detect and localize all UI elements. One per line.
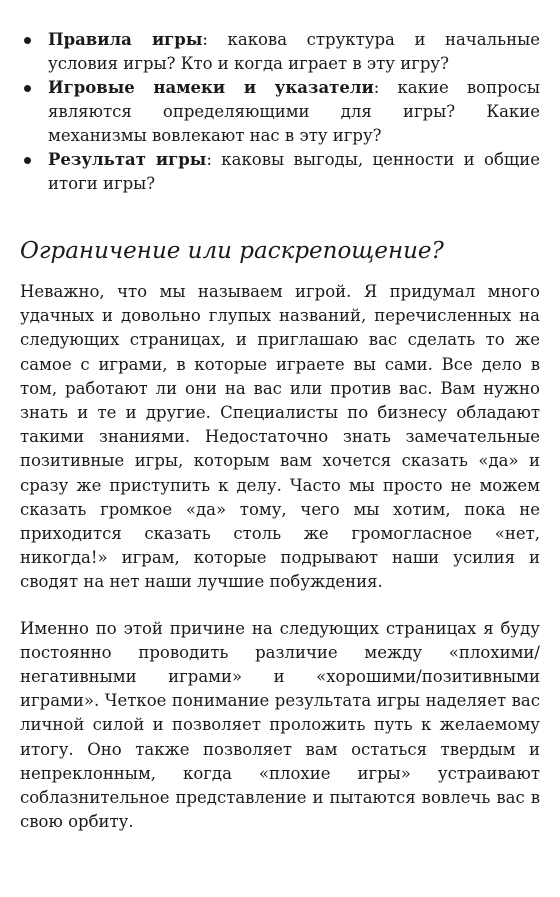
bullet-dot-icon	[24, 85, 31, 92]
body-paragraph: Именно по этой причине на следующих страницах я буду постоянно проводить различие между «плохими/негативными играми» и «хорошими/позитивными играми». Четкое понимание результата игры наделяет вас личной силой и позволяет проложить путь к желаемому итогу. Оно также позволяет вам остаться твердым и непреклонным, когда «плохие игры» устраивают соблазнительное представление и пытаются вовлечь вас в свою орбиту.	[20, 618, 540, 832]
bullet-term: Результат игры	[48, 150, 207, 169]
section-heading: Ограничение или раскрепощение?	[20, 238, 444, 264]
bullet-item	[20, 148, 540, 196]
bullet-item	[20, 28, 540, 76]
bullet-text: : какие вопросы являются определяющими для игры? Какие механизмы вовлекают нас в эту игру?	[48, 78, 540, 145]
book-page	[20, 28, 540, 856]
bullet-text: : каковы выгоды, ценности и общие итоги игры?	[48, 150, 541, 193]
bullet-list	[20, 28, 540, 196]
bullet-term: Игровые намеки и указатели	[48, 78, 374, 97]
body-paragraph: Неважно, что мы называем игрой. Я придумал много удачных и довольно глупых названий, перечисленных на следующих страницах, и приглашаю вас сделать то же самое с играми, в которые играете вы сами. Все дело в том, работают ли они на вас или против вас. Вам нужно знать и те и другие. Специалисты по бизнесу обладают такими знаниями. Недостаточно знать замечательные позитивные игры, которым вам хочется сказать «да» и сразу же приступить к делу. Часто мы просто не можем сказать громкое «да» тому, чего мы хотим, пока не приходится сказать столь же громогласное «нет, никогда!» играм, которые подрывают наши усилия и сводят на нет наши лучшие побуждения.	[20, 282, 540, 592]
bullet-text: : какова структура и начальные условия игры? Кто и когда играет в эту игру?	[48, 30, 540, 73]
bullet-term: Правила игры	[48, 30, 203, 49]
bullet-dot-icon	[24, 157, 31, 164]
bullet-dot-icon	[24, 37, 31, 44]
bullet-item	[20, 76, 540, 148]
